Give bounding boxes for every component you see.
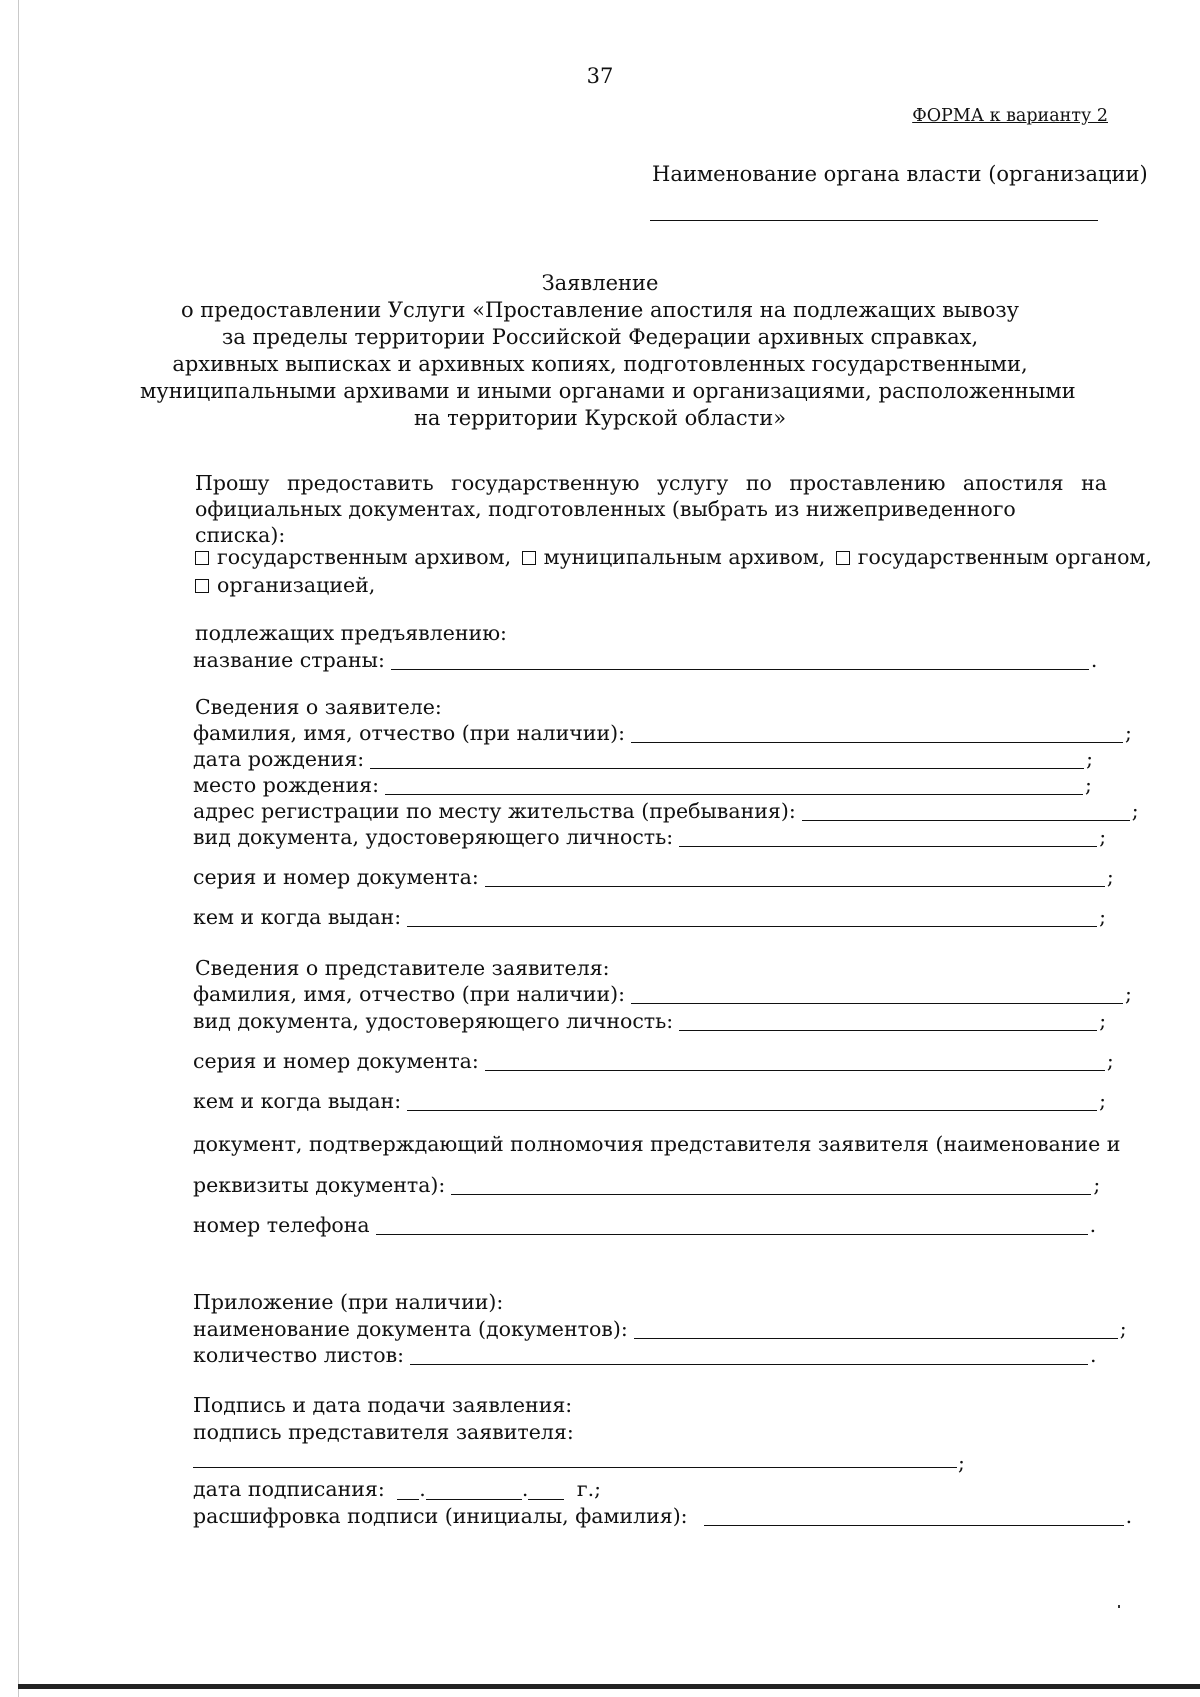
- applicant-id-type-field: вид документа, удостоверяющего личность: ;: [193, 825, 1107, 849]
- attachment-docs-input[interactable]: [634, 1318, 1118, 1339]
- pages-count-input[interactable]: [410, 1344, 1088, 1365]
- authority-blank: [650, 220, 1098, 221]
- birth-date-input[interactable]: [370, 748, 1084, 769]
- rep-id-type-input[interactable]: [679, 1010, 1097, 1031]
- title-line: о предоставлении Услуги «Проставление апостиля на подлежащих вывозу: [180, 298, 1020, 322]
- stray-mark: [1118, 1605, 1120, 1608]
- field-label: название страны:: [193, 648, 385, 672]
- pages-count-field: количество листов: .: [193, 1343, 1097, 1367]
- rep-doc-number-field: серия и номер документа: ;: [193, 1049, 1114, 1073]
- option-label: государственным органом,: [857, 545, 1152, 569]
- applicant-id-type-input[interactable]: [679, 826, 1097, 847]
- birth-date-field: дата рождения: ;: [193, 747, 1094, 771]
- presentation-heading: подлежащих предъявлению:: [195, 621, 507, 645]
- checkbox-municipal-archive[interactable]: [522, 551, 536, 565]
- rep-doc-number-input[interactable]: [485, 1050, 1105, 1071]
- signature-decoding-field: расшифровка подписи (инициалы, фамилия): .: [193, 1504, 1133, 1528]
- authority-doc-label: документ, подтверждающий полномочия представителя заявителя (наименование и: [193, 1132, 1121, 1156]
- rep-issued-field: кем и когда выдан: ;: [193, 1089, 1107, 1113]
- rep-issued-input[interactable]: [407, 1090, 1097, 1111]
- request-paragraph: [195, 470, 1107, 548]
- checkbox-state-archive[interactable]: [195, 551, 209, 565]
- option-label: организацией,: [217, 573, 376, 597]
- authority-doc-input[interactable]: [451, 1174, 1091, 1195]
- checkbox-organization[interactable]: [195, 579, 209, 593]
- options-row: [195, 572, 375, 598]
- attachment-heading: Приложение (при наличии):: [193, 1290, 504, 1314]
- address-input[interactable]: [802, 800, 1130, 821]
- form-variant: ФОРМА к варианту 2: [912, 106, 1108, 126]
- options-row: [195, 544, 1152, 570]
- title-line: архивных выписках и архивных копиях, подготовленных государственными,: [172, 352, 1028, 376]
- signature-semicolon: ;: [958, 1451, 965, 1475]
- title-line: за пределы территории Российской Федерации архивных справках,: [221, 325, 979, 349]
- signing-year-input[interactable]: [528, 1479, 564, 1500]
- rep-signature-input[interactable]: [193, 1467, 957, 1468]
- applicant-fullname-field: фамилия, имя, отчество (при наличии): ;: [193, 721, 1132, 745]
- authority-label: Наименование органа власти (организации): [652, 162, 1148, 186]
- birth-place-input[interactable]: [385, 774, 1083, 795]
- option-label: муниципальным архивом,: [543, 545, 826, 569]
- page-edge-bottom: [18, 1684, 1200, 1689]
- page-number: 37: [586, 64, 614, 88]
- applicant-issued-field: кем и когда выдан: ;: [193, 905, 1107, 929]
- birth-place-field: место рождения: ;: [193, 773, 1092, 797]
- rep-signature-label: подпись представителя заявителя:: [193, 1420, 574, 1444]
- request-line: официальных документах, подготовленных (выбрать из нижеприведенного списка):: [195, 497, 1016, 547]
- request-line: Прошу предоставить государственную услугу по проставлению апостиля на: [195, 471, 1107, 495]
- signing-day-input[interactable]: [397, 1479, 419, 1500]
- phone-input[interactable]: [376, 1214, 1088, 1235]
- applicant-doc-number-field: серия и номер документа: ;: [193, 865, 1114, 889]
- signing-date-field: дата подписания: . . г.;: [193, 1477, 602, 1501]
- rep-fullname-field: фамилия, имя, отчество (при наличии): ;: [193, 982, 1132, 1006]
- title-line: на территории Курской области»: [413, 406, 787, 430]
- rep-id-type-field: вид документа, удостоверяющего личность: ;: [193, 1009, 1107, 1033]
- applicant-heading: Сведения о заявителе:: [195, 695, 442, 719]
- applicant-fullname-input[interactable]: [631, 722, 1123, 743]
- signing-month-input[interactable]: [426, 1479, 522, 1500]
- phone-field: номер телефона .: [193, 1213, 1097, 1237]
- page-edge-left: [18, 0, 19, 1697]
- representative-heading: Сведения о представителе заявителя:: [195, 956, 610, 980]
- option-label: государственным архивом,: [217, 545, 512, 569]
- application-title: [140, 270, 1076, 432]
- country-field: название страны: .: [193, 648, 1098, 672]
- title-line: муниципальными архивами и иными органами и организациями, расположенными: [140, 379, 1076, 403]
- checkbox-state-body[interactable]: [836, 551, 850, 565]
- rep-fullname-input[interactable]: [631, 983, 1123, 1004]
- applicant-issued-input[interactable]: [407, 906, 1097, 927]
- attachment-docs-field: наименование документа (документов): ;: [193, 1317, 1127, 1341]
- applicant-doc-number-input[interactable]: [485, 866, 1105, 887]
- address-field: адрес регистрации по месту жительства (пребывания): ;: [193, 799, 1139, 823]
- authority-doc-field: реквизиты документа): ;: [193, 1173, 1101, 1197]
- title-heading: Заявление: [541, 271, 659, 295]
- signature-decoding-input[interactable]: [704, 1505, 1124, 1526]
- signature-heading: Подпись и дата подачи заявления:: [193, 1393, 573, 1417]
- country-input[interactable]: [391, 649, 1089, 670]
